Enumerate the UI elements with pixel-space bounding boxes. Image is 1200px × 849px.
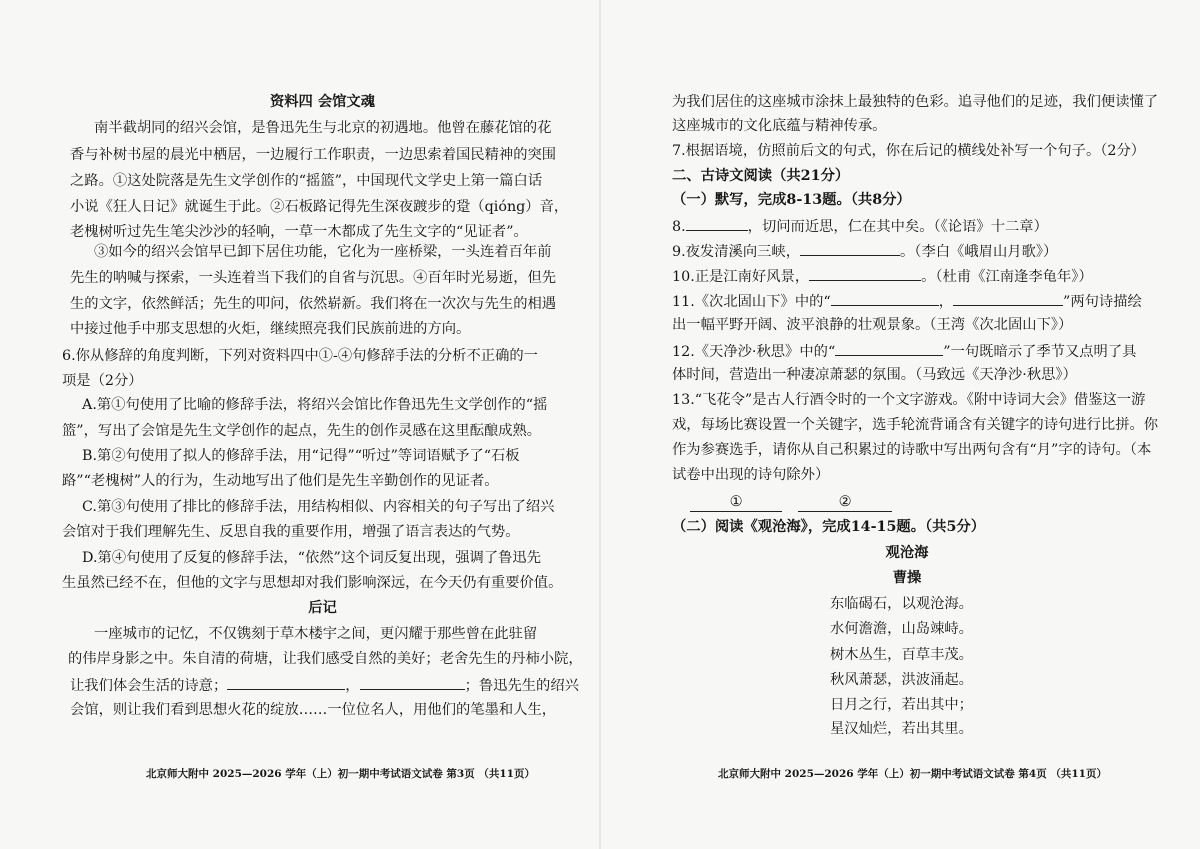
option-d-line: 生虽然已经不在，但他的文字与思想却对我们影响深远，在今天仍有重要价值。 [62, 575, 563, 591]
postscript-fill-tail: ；鲁迅先生的绍兴 [464, 678, 579, 694]
para1-line: 之路。①这处院落是先生文学创作的“摇篮”，中国现代文学史上第一篇白话 [70, 173, 543, 189]
postscript-answer-blank-1[interactable] [227, 674, 345, 690]
question-12 [672, 340, 1136, 362]
postscript-line: 一座城市的记忆，不仅镌刻于草木楼宇之间，更闪耀于那些曾在此驻留 [94, 626, 538, 642]
left-page [62, 0, 583, 849]
para2-line: 中接过他手中那支思想的火炬，继续照亮我们民族前进的方向。 [70, 321, 471, 337]
question-9-blank[interactable] [800, 240, 900, 256]
option-c-line: C.第③句使用了排比的修辞手法，用结构相似、内容相关的句子写出了绍兴 [82, 499, 555, 515]
question-11 [672, 290, 1142, 312]
postscript-fill-lead: 让我们体会生活的诗意； [70, 678, 228, 694]
poem-author: 曹操 [892, 570, 922, 586]
subsection-1-title: （一）默写，完成8-13题。（共8分） [672, 192, 911, 208]
question-12-line2: 体时间，营造出一种凄凉萧瑟的氛围。（马致远《天净沙·秋思》） [672, 367, 1077, 383]
question-13-line: 13.“飞花令”是古人行酒令时的一个文字游戏。《附中诗词大会》借鉴这一游 [672, 392, 1146, 408]
question-9 [672, 240, 1057, 262]
para1-line: 老槐树听过先生笔尖沙沙的轻响，一草一木都成了先生文字的“见证者”。 [70, 224, 528, 240]
question-10-lead: 10.正是江南好风景， [672, 269, 810, 285]
poem-title: 观沧海 [885, 545, 929, 561]
question-12-lead: 12.《天净沙·秋思》中的“ [672, 344, 836, 360]
postscript-title: 后记 [308, 600, 337, 616]
question-8 [672, 215, 1048, 237]
option-b-line: 路”“老槐树”人的行为，生动地写出了他们是先生辛勤创作的见证者。 [62, 473, 499, 489]
postscript-line: 的伟岸身影之中。朱自清的荷塘，让我们感受自然的美好；老舍先生的丹柿小院， [68, 651, 583, 667]
postscript-fill-line: 让我们体会生活的诗意； ， ；鲁迅先生的绍兴 [70, 674, 579, 696]
section-2-title: 二、古诗文阅读（共21分） [672, 168, 850, 184]
poem-line: 东临碣石，以观沧海。 [830, 596, 973, 612]
question-11-blank-2[interactable] [953, 290, 1063, 306]
question-8-text: ，切问而近思，仁在其中矣。（《论语》十二章） [747, 219, 1048, 235]
option-b-line: B.第②句使用了拟人的修辞手法，用“记得”“听过”等词语赋予了“石板 [82, 448, 520, 464]
question-9-lead: 9.夜发清溪向三峡， [672, 244, 801, 260]
poem-line: 星汉灿烂，若出其里。 [830, 721, 973, 737]
subsection-2-title: （二）阅读《观沧海》，完成14-15题。（共5分） [672, 519, 986, 535]
question-6-line: 6.你从修辞的角度判断，下列对资料四中①-④句修辞手法的分析不正确的一 [62, 348, 538, 364]
question-10-blank[interactable] [809, 265, 921, 281]
right-page [672, 0, 1159, 849]
poem-line: 水何澹澹，山岛竦峙。 [830, 621, 973, 637]
option-d-line: D.第④句使用了反复的修辞手法，“依然”这个词反复出现，强调了鲁迅先 [82, 550, 542, 566]
question-13-line: 试卷中出现的诗句除外） [672, 467, 830, 483]
para2-line: 生的文字，依然鲜活；先生的叩问，依然崭新。我们将在一次次与先生的相遇 [70, 296, 557, 312]
question-10-tail: 。（杜甫《江南逢李龟年》） [921, 269, 1093, 285]
para2-line: ③如今的绍兴会馆早已卸下居住功能，它化为一座桥梁，一头连着百年前 [94, 244, 552, 260]
continued-line: 为我们居住的这座城市涂抹上最独特的色彩。追寻他们的足迹，我们便读懂了 [672, 94, 1159, 110]
question-6-line: 项是（2分） [62, 373, 143, 389]
question-10 [672, 265, 1093, 287]
question-11-lead: 11.《次北固山下》中的“ [672, 294, 831, 310]
question-8-blank[interactable] [686, 215, 748, 231]
continued-line: 这座城市的文化底蕴与精神传承。 [672, 118, 887, 134]
question-11-blank-1[interactable] [831, 290, 939, 306]
question-13-line: 作为参赛选手，请你从自己积累过的诗歌中写出两句含有“月”字的诗句。（本 [672, 442, 1152, 458]
right-page-footer: 北京师大附中 2025—2026 学年（上）初一期中考试语文试卷 第4页 （共11页） [718, 768, 1107, 780]
poem-line: 秋风萧瑟，洪波涌起。 [830, 672, 973, 688]
option-a-line: A.第①句使用了比喻的修辞手法，将绍兴会馆比作鲁迅先生文学创作的“摇 [82, 397, 548, 413]
question-11-sep: ， [938, 294, 954, 310]
question-11-line2: 出一幅平野开阔、波平浪静的壮观景象。（王湾《次北固山下》） [672, 317, 1073, 333]
para2-line: 先生的呐喊与探索，一头连着当下我们的自省与沉思。④百年时光易逝，但先 [70, 270, 557, 286]
left-page-footer: 北京师大附中 2025—2026 学年（上）初一期中考试语文试卷 第3页 （共11页） [146, 768, 535, 780]
page-fold-divider [599, 0, 601, 849]
question-12-blank[interactable] [835, 340, 943, 356]
option-c-line: 会馆对于我们理解先生、反思自我的重要作用，增强了语言表达的气势。 [62, 524, 520, 540]
question-13-line: 戏，每场比赛设置一个关键字，选手轮流背诵含有关键字的诗句进行比拼。你 [672, 417, 1159, 433]
para1-line: 小说《狂人日记》就诞生于此。②石板路记得先生深夜踱步的跫（qióng）音， [70, 199, 569, 215]
postscript-line: 会馆，则让我们看到思想火花的绽放……一位位名人，用他们的笔墨和人生， [70, 702, 557, 718]
question-7: 7.根据语境，仿照前后文的句式，你在后记的横线处补写一个句子。（2分） [672, 143, 1146, 159]
section-title: 资料四 会馆文魂 [269, 94, 376, 110]
question-11-tail: ”两句诗描绘 [1063, 294, 1142, 310]
question-8-number: 8. [672, 219, 686, 235]
option-a-line: 篮”，写出了会馆是先生文学创作的起点，先生的创作灵感在这里酝酿成熟。 [62, 423, 542, 439]
question-13-answer-blank-1[interactable]: ① [690, 494, 782, 512]
para1-line: 南半截胡同的绍兴会馆，是鲁迅先生与北京的初遇地。他曾在藤花馆的花 [94, 120, 552, 136]
para1-line: 香与补树书屋的晨光中栖居，一边履行工作职责，一边思索着国民精神的突围 [70, 147, 557, 163]
question-9-tail: 。（李白《峨眉山月歌》） [900, 244, 1058, 260]
poem-line: 树木丛生，百草丰茂。 [830, 647, 973, 663]
question-13-answer-blank-2[interactable]: ② [798, 494, 892, 512]
question-12-tail: ”一句既暗示了季节又点明了具 [943, 344, 1137, 360]
poem-line: 日月之行，若出其中； [830, 697, 973, 713]
postscript-answer-blank-2[interactable] [360, 674, 465, 690]
